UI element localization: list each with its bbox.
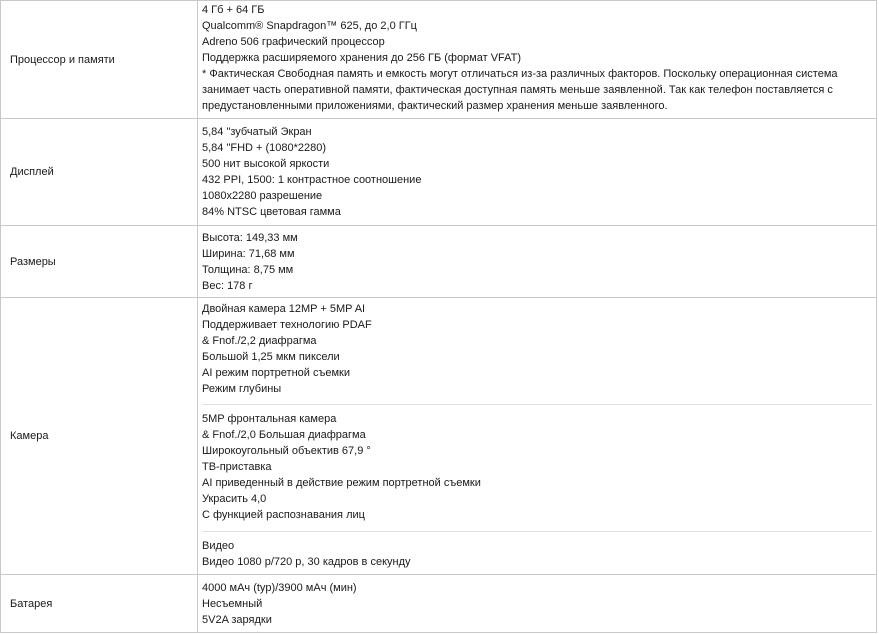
- spec-line: ТВ-приставка: [202, 461, 272, 473]
- spec-line: Qualcomm® Snapdragon™ 625, до 2,0 ГГц: [202, 20, 417, 32]
- row-camera: [1, 298, 877, 575]
- spec-line: Двойная камера 12MP + 5MP AI: [202, 303, 366, 315]
- spec-line: AI приведенный в действие режим портретной съемки: [202, 477, 481, 489]
- spec-line: Ширина: 71,68 мм: [202, 247, 295, 260]
- row-label-dimensions: Размеры: [1, 226, 198, 298]
- row-label-processor: Процессор и памяти: [1, 1, 198, 119]
- spec-line: Видео 1080 р/720 р, 30 кадров в секунду: [202, 556, 411, 568]
- row-display: [1, 119, 877, 226]
- spec-line: Украсить 4,0: [202, 493, 267, 505]
- spec-line: 4000 мАч (typ)/3900 мАч (мин): [202, 581, 357, 594]
- spec-line: Adreno 506 графический процессор: [202, 36, 385, 48]
- row-processor: [1, 1, 877, 119]
- spec-line: Режим глубины: [202, 383, 282, 395]
- spec-line: 5,84 "FHD + (1080*2280): [202, 142, 327, 154]
- spec-line: 4 Гб + 64 ГБ: [202, 4, 265, 16]
- spec-line: 432 PPI, 1500: 1 контрастное соотношение: [202, 174, 422, 186]
- spec-line: 500 нит высокой яркости: [202, 158, 330, 170]
- spec-footnote: * Фактическая Свободная память и емкость могут отличаться из-за различных факторов. Поскольку операционная система занимает часть оперативной памяти, фактическая доступная память меньше заявленной. Так как телефон поставляется с предустановленными приложениями, фактический размер хранения меньше заявленного.: [202, 68, 838, 112]
- row-dimensions: [1, 226, 877, 298]
- camera-video-block: [202, 531, 872, 573]
- row-value-battery: [198, 575, 877, 633]
- spec-line: 84% NTSC цветовая гамма: [202, 206, 341, 218]
- spec-line: 5V2A зарядки: [202, 613, 272, 626]
- spec-line: Широкоугольный объектив 67,9 °: [202, 445, 371, 457]
- row-value-display: [198, 119, 877, 226]
- spec-line: 5MP фронтальная камера: [202, 413, 337, 425]
- camera-front-block: [202, 404, 872, 531]
- row-label-camera: Камера: [1, 298, 198, 575]
- spec-line: AI режим портретной съемки: [202, 367, 350, 379]
- row-value-dimensions: [198, 226, 877, 298]
- row-value-camera: [198, 298, 877, 575]
- row-label-display: Дисплей: [1, 119, 198, 226]
- spec-line: Видео: [202, 540, 235, 552]
- spec-line: Высота: 149,33 мм: [202, 231, 298, 244]
- spec-line: Несъемный: [202, 597, 263, 610]
- spec-line: Поддерживает технологию PDAF: [202, 319, 372, 331]
- spec-line: С функцией распознавания лиц: [202, 509, 365, 521]
- spec-line: Вес: 178 г: [202, 279, 253, 292]
- row-battery: [1, 575, 877, 633]
- row-label-battery: Батарея: [1, 575, 198, 633]
- camera-rear-block: [202, 299, 872, 404]
- spec-line: 5,84 "зубчатый Экран: [202, 126, 312, 138]
- row-value-processor: [198, 1, 877, 119]
- spec-line: Большой 1,25 мкм пиксели: [202, 351, 340, 363]
- spec-line: & Fnof./2,0 Большая диафрагма: [202, 429, 366, 441]
- spec-line: Толщина: 8,75 мм: [202, 263, 294, 276]
- spec-line: 1080x2280 разрешение: [202, 190, 323, 202]
- spec-line: Поддержка расширяемого хранения до 256 ГБ (формат VFAT): [202, 52, 522, 64]
- spec-line: & Fnof./2,2 диафрагма: [202, 335, 317, 347]
